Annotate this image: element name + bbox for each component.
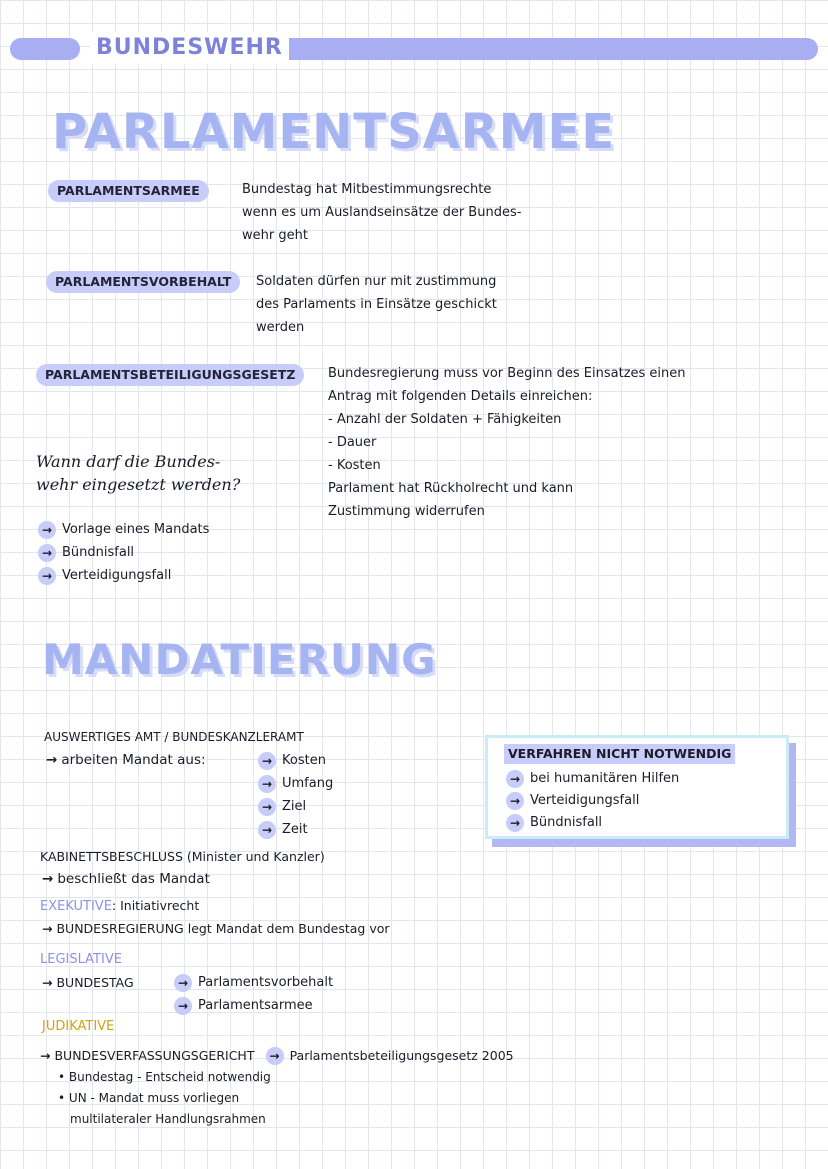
judikative-bullets (58, 1067, 271, 1130)
banner-bar-right (242, 38, 818, 60)
definition-line: wenn es um Auslandseinsätze der Bundes- (242, 205, 522, 220)
legislative-label: LEGISLATIVE (40, 952, 122, 967)
definition-line: wehr geht (242, 228, 308, 243)
answer-list (38, 518, 209, 587)
list-item: → Bündnisfall (506, 812, 679, 834)
section-title-mandatierung: MANDATIERUNG (42, 635, 437, 684)
legislative-line: → BUNDESTAG (42, 975, 134, 990)
header-title: BUNDESWEHR (90, 32, 289, 64)
term-pill-parlamentsvorbehalt: PARLAMENTSVORBEHALT (46, 271, 240, 293)
definition-line: Parlament hat Rückholrecht und kann (328, 481, 574, 496)
list-item: → Parlamentsvorbehalt (174, 971, 333, 994)
arrow-right-icon: → (42, 871, 54, 887)
list-item: → Bündnisfall (38, 541, 209, 564)
definition-line: Soldaten dürfen nur mit zustimmung (256, 274, 497, 289)
list-item: → Umfang (258, 772, 333, 795)
cabinet-line: → beschließt das Mandat (42, 871, 210, 887)
arrow-right-icon: → (174, 974, 192, 992)
definition-line: werden (256, 320, 305, 335)
definition-line: - Kosten (328, 458, 381, 473)
list-item: → bei humanitären Hilfen (506, 768, 679, 790)
list-item: → Verteidigungsfall (38, 564, 209, 587)
definition-line: Zustimmung widerrufen (328, 504, 485, 519)
arrow-right-icon: → (38, 544, 56, 562)
arrow-right-icon: → (506, 770, 524, 788)
list-item: • Bundestag - Entscheid notwendig (58, 1070, 271, 1084)
arrow-right-icon: → (506, 792, 524, 810)
ministries-heading: AUSWERTIGES AMT / BUNDESKANZLERAMT (44, 730, 304, 744)
legislative-items (174, 971, 333, 1017)
term-pill-parlamentsbeteiligungsgesetz: PARLAMENTSBETEILIGUNGSGESETZ (36, 364, 304, 386)
question-line: wehr eingesetzt werden? (36, 475, 241, 494)
arrow-right-icon: → (42, 921, 53, 936)
judikative-line: → BUNDESVERFASSUNGSGERICHT → Parlamentsbeteiligungsgesetz 2005 (40, 1048, 514, 1063)
arrow-right-icon: → (258, 821, 276, 839)
cabinet-heading: KABINETTSBESCHLUSS (Minister und Kanzler) (40, 849, 325, 864)
question-block (36, 450, 240, 496)
list-item: multilateraler Handlungsrahmen (70, 1112, 266, 1126)
arrow-right-icon: → (46, 752, 58, 768)
section-title-parlamentsarmee: PARLAMENTSARMEE (52, 104, 616, 160)
info-box-list (506, 768, 679, 834)
arrow-right-icon: → (38, 521, 56, 539)
work-line: → arbeiten Mandat aus: (46, 752, 206, 768)
arrow-right-icon: → (266, 1047, 284, 1065)
list-item: → Kosten (258, 749, 333, 772)
list-item: → Ziel (258, 795, 333, 818)
list-item: → Verteidigungsfall (506, 790, 679, 812)
definition-line: Antrag mit folgenden Details einreichen: (328, 389, 593, 404)
list-item: → Parlamentsarmee (174, 994, 333, 1017)
arrow-right-icon: → (506, 814, 524, 832)
arrow-right-icon: → (174, 997, 192, 1015)
exekutive-line (40, 894, 199, 918)
term-definition-parlamentsvorbehalt (256, 270, 497, 339)
arrow-right-icon: → (258, 752, 276, 770)
header-banner (10, 35, 818, 60)
definition-line: - Dauer (328, 435, 377, 450)
work-items (258, 749, 333, 841)
banner-bar-left (10, 38, 80, 60)
arrow-right-icon: → (38, 567, 56, 585)
definition-line: Bundesregierung muss vor Beginn des Einsatzes einen (328, 366, 686, 381)
arrow-right-icon: → (40, 1048, 51, 1063)
bullet-icon: • (58, 1070, 69, 1084)
definition-line: Bundestag hat Mitbestimmungsrechte (242, 182, 492, 197)
info-box-title: VERFAHREN NICHT NOTWENDIG (504, 744, 735, 764)
arrow-right-icon: → (258, 775, 276, 793)
term-definition-parlamentsarmee (242, 178, 521, 247)
term-definition-parlamentsbeteiligungsgesetz (328, 362, 686, 523)
exekutive-text: : Initiativrecht (111, 898, 200, 913)
exekutive-sub-line: → BUNDESREGIERUNG legt Mandat dem Bundestag vor (42, 921, 390, 936)
arrow-right-icon: → (42, 975, 53, 990)
list-item: → Vorlage eines Mandats (38, 518, 209, 541)
list-item: • UN - Mandat muss vorliegen (58, 1091, 240, 1105)
bullet-icon: • (58, 1091, 69, 1105)
question-line: Wann darf die Bundes- (36, 452, 221, 471)
definition-line: des Parlaments in Einsätze geschickt (256, 297, 497, 312)
definition-line: - Anzahl der Soldaten + Fähigkeiten (328, 412, 562, 427)
arrow-right-icon: → (258, 798, 276, 816)
judikative-label: JUDIKATIVE (42, 1019, 115, 1034)
exekutive-label: EXEKUTIVE (40, 899, 112, 914)
list-item: → Zeit (258, 818, 333, 841)
term-pill-parlamentsarmee: PARLAMENTSARMEE (48, 180, 209, 202)
info-box-verfahren (485, 735, 789, 839)
